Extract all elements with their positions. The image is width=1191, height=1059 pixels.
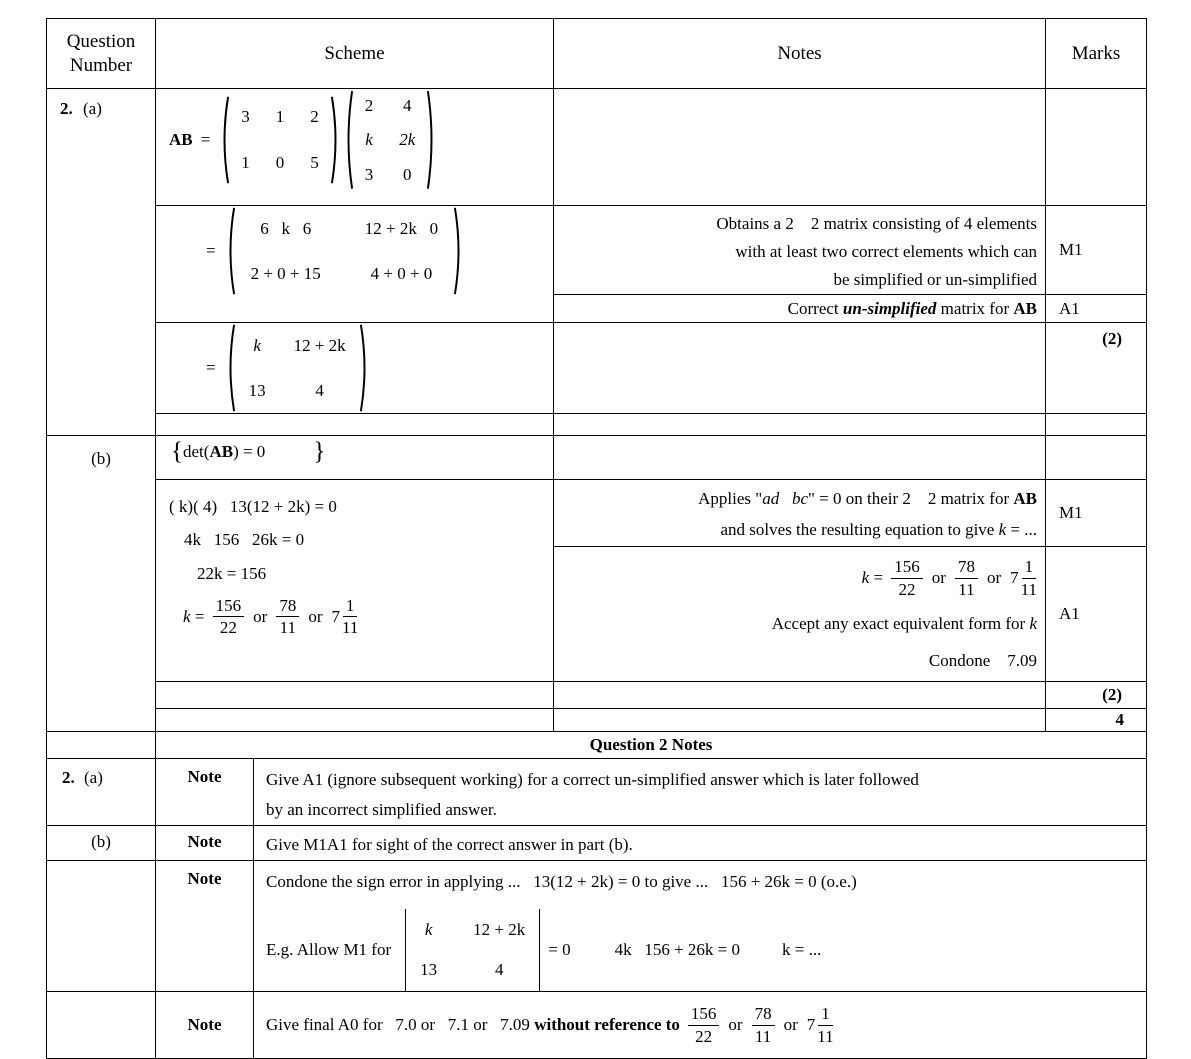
mixed-number-7-1-11: 7 $\frac{1}{11}$ [806,1003,834,1046]
note-text-b1: Give M1A1 for sight of the correct answer in part (b). [254,826,1147,861]
notes-cell-empty [554,89,1046,206]
question-label-2b: (b) [47,436,156,732]
left-paren-icon [226,323,235,413]
note-text-a: Give A1 (ignore subsequent working) for a correct un-simplified answer which is later followed by an incorrect simplified answer. [254,759,1147,826]
marks-header: Marks [1046,19,1147,89]
mark-m1-part-b: M1 [1046,480,1147,547]
header-row [47,19,1147,89]
note-question-label-2b: (b) [47,826,156,861]
determinant-matrix: k 12 + 2k 13 4 [405,909,540,991]
question-number-header-line1: Question [66,30,136,52]
equals-sign: = [206,358,216,378]
question-label-2a: 2. (a) [47,89,156,436]
question-number-header [47,19,156,89]
subtotal-part-b: (2) [1046,682,1147,709]
m1-note-part-a: Obtains a 2 2 matrix consisting of 4 elements with at least two correct elements which can be simplified or un-simplified [554,206,1046,295]
marks-cell-empty [1046,89,1147,206]
mixed-number-7-1-11: 7 $\frac{1}{11}$ [1010,557,1037,599]
left-paren-icon [344,89,353,191]
right-paren-icon [427,89,436,191]
accept-line: Accept any exact equivalent form for k [771,614,1037,634]
note-label: Note [156,826,254,861]
right-paren-icon [331,95,340,185]
fraction-156-22: $\frac{156}{22}$ [213,596,245,638]
note-label: Note [156,861,254,992]
right-paren-icon [454,206,463,296]
fraction-78-11: $\frac{78}{11}$ [752,1004,775,1046]
matrix-b: 2 4 k 2k 3 0 [344,89,437,191]
note-label: Note [156,992,254,1059]
note-question-label-2a: 2. (a) [47,759,156,826]
question-notes-title: Question 2 Notes [156,732,1147,759]
mixed-number-7-1-11: 7 $\frac{1}{11}$ [331,595,359,638]
mark-m1-part-a: M1 [1046,206,1147,295]
mark-a1-part-a: A1 [1046,295,1147,323]
equation-3: 22k = 156 [197,563,267,583]
left-paren-icon [220,95,229,185]
matrix-product-simplified: k 12 + 2k 13 4 [226,323,369,413]
left-paren-icon [226,206,235,296]
k-value-line: k = $\frac{156}{22}$ or $\frac{78}{11}$ or 7 $\frac{1}{11}$ [861,557,1037,599]
matrix-a: 3 1 2 1 0 5 [220,95,340,185]
equals-sign: = [200,130,211,150]
matrix-product-unsimplified: 6 k 6 12 + 2k 0 2 + 0 + 15 4 + 0 + 0 [226,206,464,296]
mark-a1-part-b: A1 [1046,547,1147,682]
notes-cell-empty [554,436,1046,480]
scheme-cell-simplified-product [156,323,554,414]
marks-cell-empty [1046,436,1147,480]
equation-2: 4k 156 26k = 0 [184,530,305,550]
equation-4: k = $\frac{156}{22}$ or $\frac{78}{11}$ or 7 $\frac{1}{11}$ [183,595,359,638]
condone-line: Condone 7.09 [928,651,1037,671]
sign-error-line: Condone the sign error in applying ... 13(12 + 2k) = 0 to give ... 156 + 26k = 0 (o.e.) [266,872,857,891]
m1-note-part-b: Applies "ad bc" = 0 on their 2 2 matrix for AB and solves the resulting equation to give k = ... [554,480,1046,547]
spacer-row [47,414,1147,436]
scheme-header: Scheme [156,19,554,89]
scheme-cell-unsimplified-product [156,206,554,323]
note-label: Note [156,759,254,826]
mark-scheme-table [46,18,1147,1059]
note-text-b3: Give final A0 for 7.0 or 7.1 or 7.09 without reference to $\frac{156}{22}$ or $\frac{78}{11}$ or 7 $\frac{1}{11}$ [254,992,1147,1059]
fraction-156-22: $\frac{156}{22}$ [891,557,923,599]
fraction-78-11: $\frac{78}{11}$ [276,596,299,638]
notes-cell-empty [554,323,1046,414]
a1-note-part-b [554,547,1046,682]
total-marks: 4 [1046,709,1147,732]
notes-header: Notes [554,19,1046,89]
scheme-cell-det: { det( AB ) = 0 } [156,436,554,480]
equals-sign: = [206,241,216,261]
fraction-156-22: $\frac{156}{22}$ [688,1004,720,1046]
a1-note-part-a: Correct un-simplified matrix for AB [554,295,1046,323]
ab-symbol: AB [169,130,193,150]
note-text-b2 [254,861,1147,992]
equation-1: ( k)( 4) 13(12 + 2k) = 0 [169,497,337,516]
subtotal-part-a: (2) [1046,323,1147,414]
close-brace: } [313,438,326,465]
scheme-cell-working [156,480,554,682]
example-m1-line: E.g. Allow M1 for k 12 + 2k 13 4 = 0 4k 156 + 26k = 0 k = ... [266,909,1136,991]
question-number-header-line2: Number [69,54,133,76]
scheme-cell-ab-definition [156,89,554,206]
right-paren-icon [360,323,369,413]
fraction-78-11: $\frac{78}{11}$ [955,557,978,599]
open-brace: { [171,438,183,465]
